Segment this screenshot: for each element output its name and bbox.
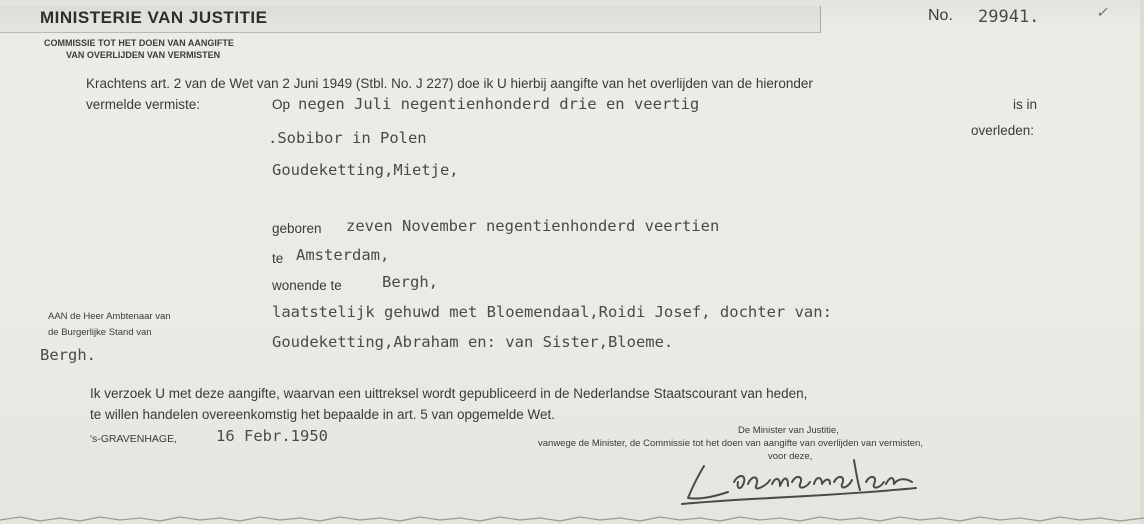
residence: Bergh, [382,273,438,291]
parents-line: Goudeketting,Abraham en: van Sister,Bloeme. [272,333,674,351]
marriage-line: laatstelijk gehuwd met Bloemendaal,Roidi Josef, dochter van: [272,303,832,321]
closing-line-1: Ik verzoek U met deze aangifte, waarvan een uittreksel wordt gepubliceerd in de Nederlandse Staatscourant van heden, [90,386,808,401]
vanwege-label: vanwege de Minister, de Commissie tot het doen van aangifte van overlijden van vermisten, [538,438,923,449]
paper-edge [1140,0,1144,524]
document-number: 29941. [978,7,1040,27]
intro-text: Krachtens art. 2 van de Wet van 2 Juni 1949 (Stbl. No. J 227) doe ik U hierbij aangifte van het overlijden van de hieronder [86,76,813,91]
number-label: No. [928,7,953,24]
place-label: 's-GRAVENHAGE, [90,433,177,445]
geboren-label: geboren [272,221,322,236]
death-place: .Sobibor in Polen [268,129,427,147]
closing-line-2: te willen handelen overeenkomstig het bepaalde in art. 5 van opgemelde Wet. [90,407,556,422]
birth-place: Amsterdam, [296,246,390,264]
commission-line-1: COMMISSIE TOT HET DOEN VAN AANGIFTE [44,38,234,48]
vermiste-label: vermelde vermiste: [86,97,201,112]
addressee-place: Bergh. [40,346,96,364]
commission-line-2: VAN OVERLIJDEN VAN VERMISTEN [66,50,221,60]
voor-deze-label: voor deze, [768,451,813,462]
check-mark-icon: ✓ [1096,4,1108,20]
minister-label: De Minister van Justitie, [738,425,839,436]
wonende-label: wonende te [272,278,342,293]
death-date: negen Juli negentienhonderd drie en veertig [298,95,700,113]
torn-bottom-edge [0,508,1144,524]
birth-date: zeven November negentienhonderd veertien [346,217,720,235]
ministry-title: MINISTERIE VAN JUSTITIE [40,8,268,27]
te-label: te [272,251,284,266]
deceased-name: Goudeketting,Mietje, [272,161,459,179]
overleden-label: overleden: [971,123,1035,138]
is-in-label: is in [1013,97,1038,112]
op-label: Op [272,97,291,112]
addressee-line-1: AAN de Heer Ambtenaar van [48,311,171,322]
signing-date: 16 Febr.1950 [216,427,328,445]
handwritten-signature [676,452,956,512]
addressee-line-2: de Burgerlijke Stand van [48,327,152,338]
